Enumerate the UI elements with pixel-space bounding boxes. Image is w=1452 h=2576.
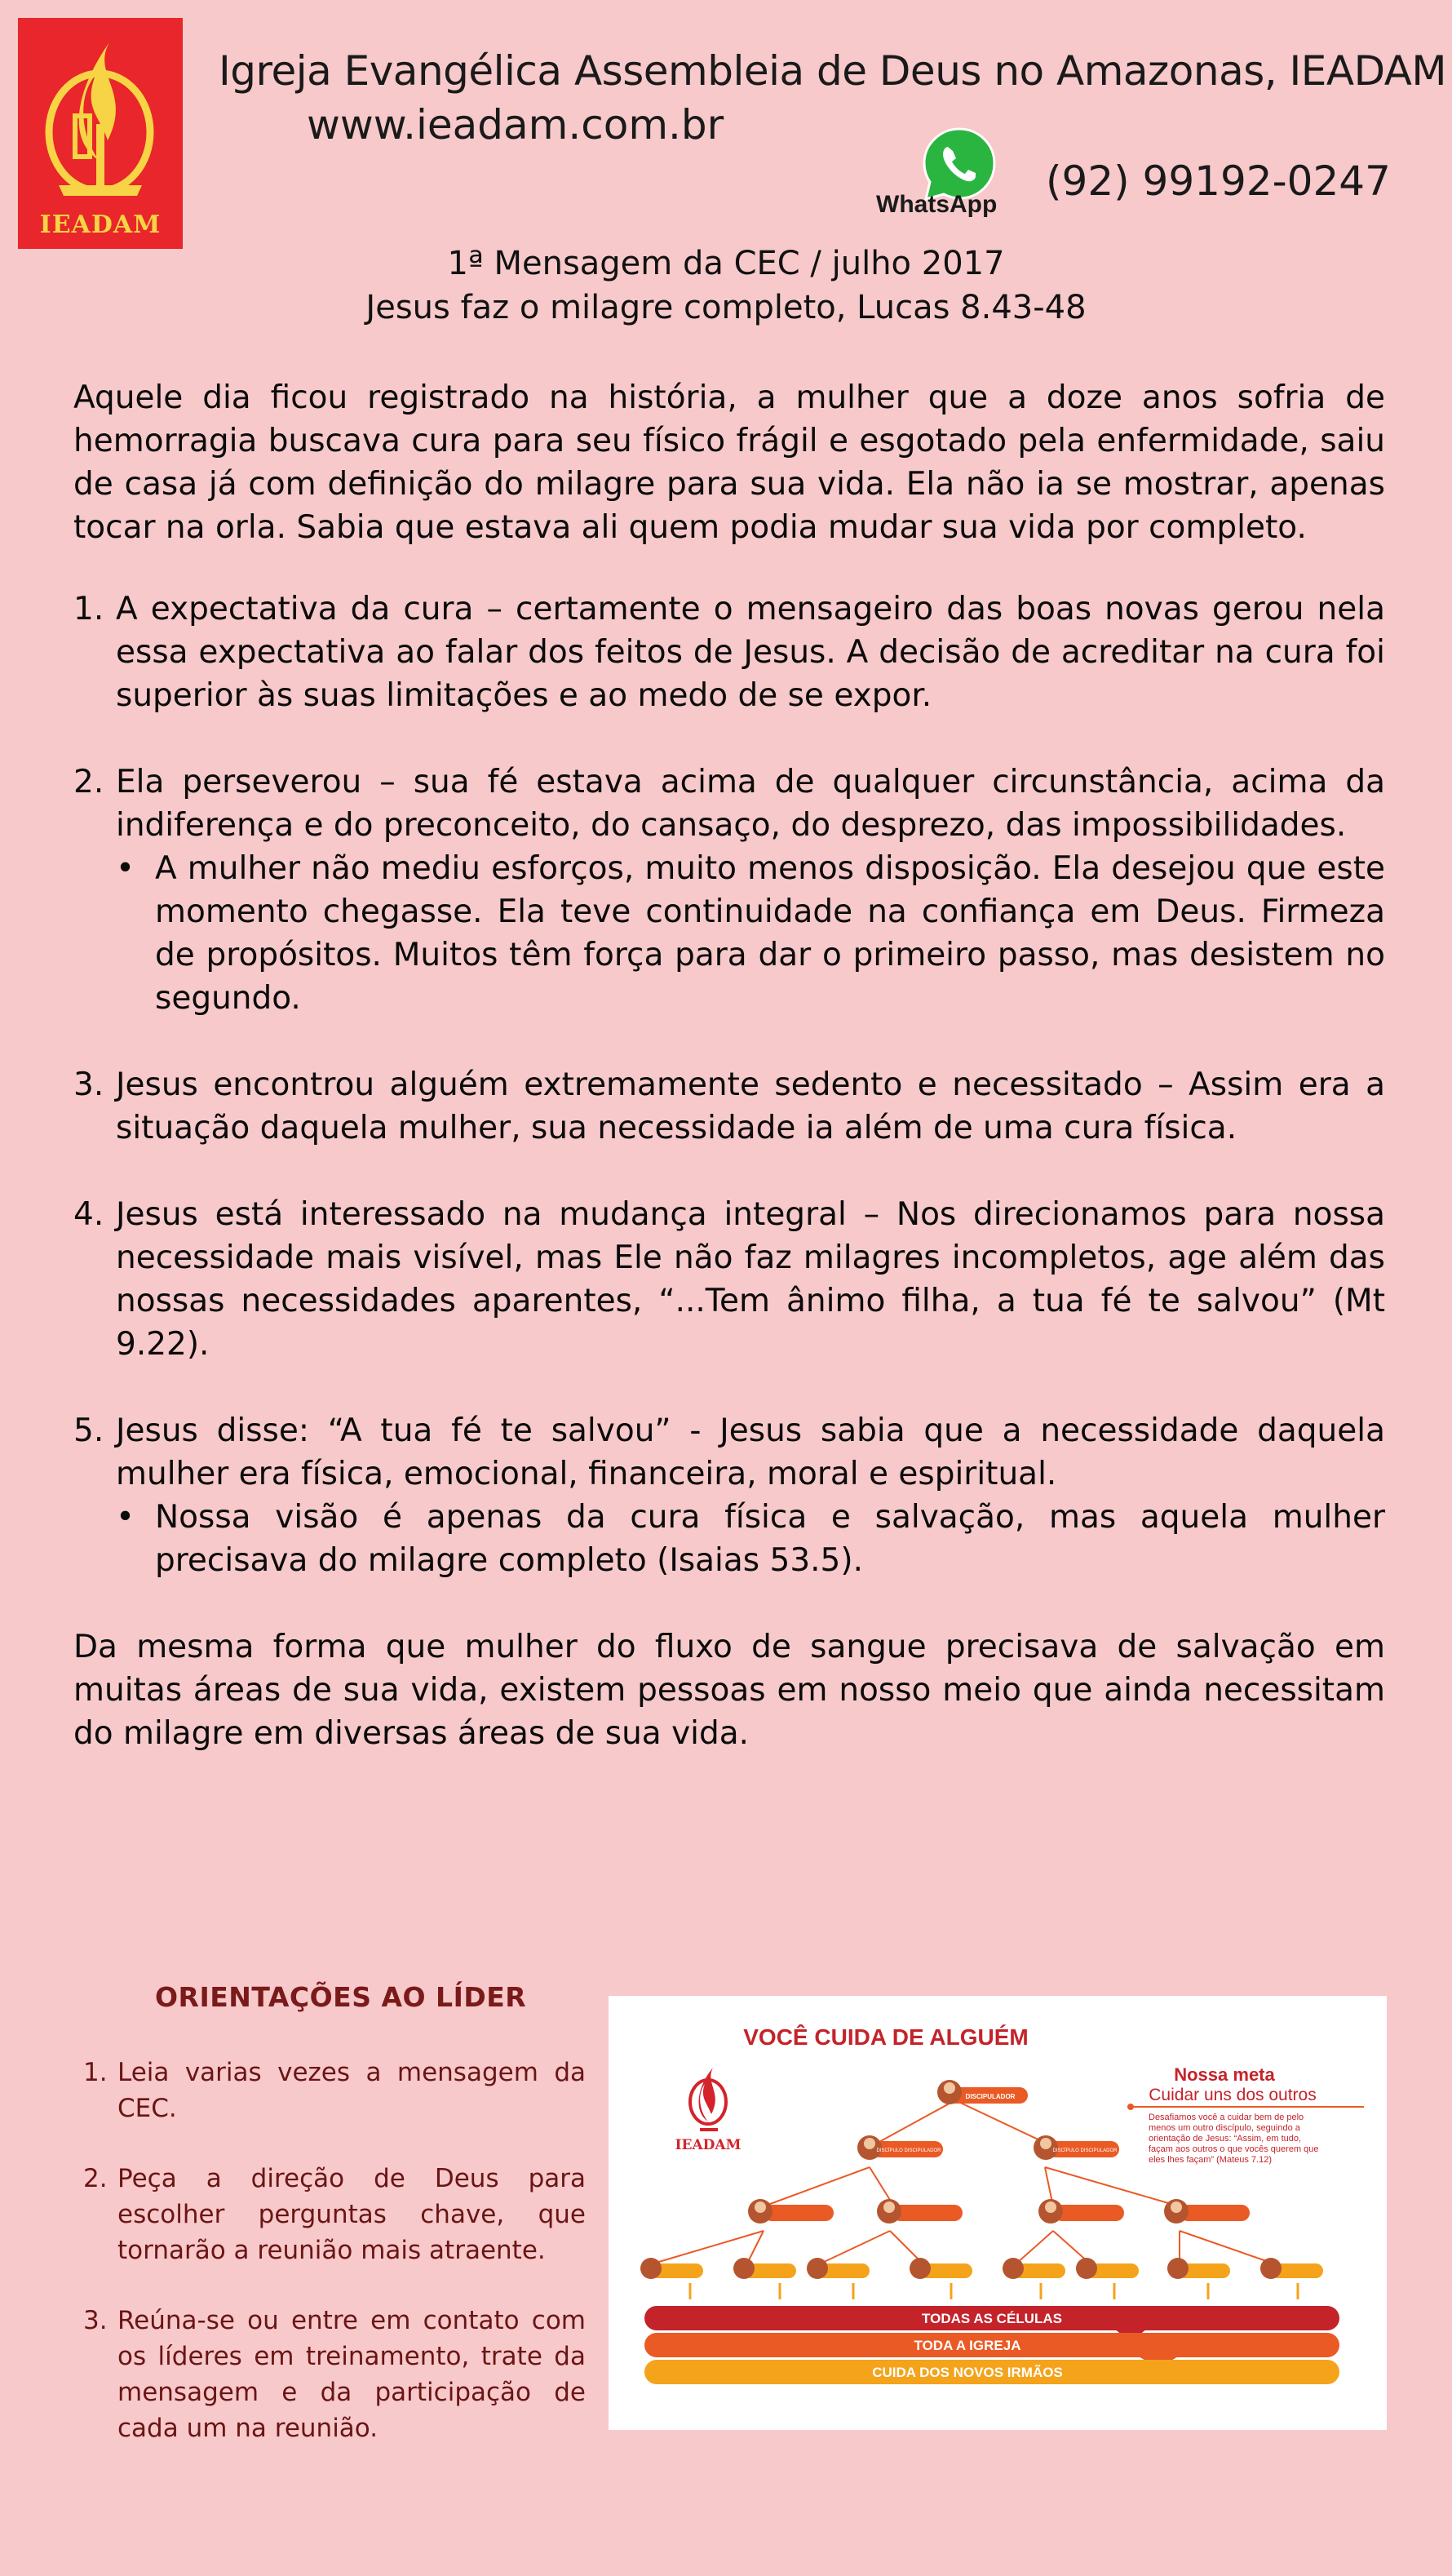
leader-title: ORIENTAÇÕES AO LÍDER [155,1981,527,2013]
leader-item-number: 3. [83,2306,108,2335]
level-2-node [857,2135,943,2160]
bullet-1 [116,847,1385,1020]
point-text: A expectativa da cura – certamente o mensageiro das boas novas gerou nela essa expectativa ao falar dos feitos de Jesus. A decisão de acreditar na cura foi superior às suas limitações e ao medo de se expor. [116,591,1385,714]
top-node-label: DISCIPULADOR [965,2093,1016,2100]
level-3-node [1038,2199,1124,2224]
infographic-title: VOCÊ CUIDA DE ALGUÉM [743,2024,1029,2050]
bar1-label: TODAS AS CÉLULAS [922,2311,1062,2326]
message-subtitle [0,242,1452,330]
point-number: 2. [73,764,104,800]
bar3-label: CUIDA DOS NOVOS IRMÃOS [872,2365,1063,2380]
bullet-text: Nossa visão é apenas da cura física e salvação, mas aquela mulher precisava do milagre completo (Isaias 53.5). [155,1499,1385,1579]
leader-item-3 [83,2303,586,2446]
point-text: Ela perseverou – sua fé estava acima de qualquer circunstância, acima da indiferença e do preconceito, do cansaço, do desprezo, das impossibilidades. [116,764,1385,844]
node-label: DISCÍPULO DISCIPULADOR [1052,2148,1118,2153]
bar-all-cells [644,2306,1339,2330]
goal-text-line: eles lhes façam” (Mateus 7.12) [1149,2155,1273,2165]
point-1 [73,587,1385,717]
leader-item-number: 1. [83,2058,108,2087]
leader-item-1 [83,2055,586,2126]
infographic-logo-text: IEADAM [675,2137,741,2153]
logo-text: IEADAM [39,211,162,239]
goal-subtitle: Cuidar uns dos outros [1149,2086,1317,2104]
goal-text-line: Desafiamos você a cuidar bem de pelo [1149,2113,1304,2122]
infographic-logo-icon [690,2068,726,2131]
church-name: Igreja Evangélica Assembleia de Deus no Amazonas, IEADAM [219,47,1447,95]
leader-item-number: 2. [83,2164,108,2193]
level-4-nodes [640,2258,1323,2279]
phone-number[interactable]: (92) 99192-0247 [1046,157,1391,205]
point-text: Jesus está interessado na mudança integral – Nos direcionamos para nossa necessidade mais visível, mas Ele não faz milagres incompletos, age além das nossas necessidades aparentes, “...Tem ânimo filha, a tua fé te salvou” (Mt 9.22). [116,1196,1385,1363]
point-3 [73,1063,1385,1150]
subtitle-line-2: Jesus faz o milagre completo, Lucas 8.43-48 [365,289,1087,326]
point-text: Jesus disse: “A tua fé te salvou” - Jesus sabia que a necessidade daquela mulher era física, emocional, financeira, moral e espiritual. [116,1412,1385,1492]
leader-item-text: Leia varias vezes a mensagem da CEC. [117,2058,586,2123]
leader-item-text: Peça a direção de Deus para escolher perguntas chave, que tornarão a reunião mais atraente. [117,2164,586,2265]
point-5 [73,1409,1385,1496]
subtitle-line-1: 1ª Mensagem da CEC / julho 2017 [447,245,1005,282]
logo-flame-icon [18,18,183,214]
goal-text-line: menos um outro discípulo, seguindo a [1149,2123,1300,2133]
website-link[interactable]: www.ieadam.com.br [307,101,724,149]
bar-new-brothers [644,2360,1339,2384]
goal-text-line: façam aos outros o que vocês querem que [1149,2144,1319,2154]
bullet-dot-icon: • [116,1499,135,1536]
bar-whole-church [644,2333,1339,2357]
level-3-node [1164,2199,1250,2224]
bullet-text: A mulher não mediu esforços, muito menos disposição. Ela desejou que este momento chegasse. Ela teve continuidade na confiança em Deus. Firmeza de propósitos. Muitos têm força para dar o primeiro passo, mas desistem no segundo. [155,850,1385,1017]
point-number: 3. [73,1066,104,1103]
point-number: 4. [73,1196,104,1233]
level-3-node [877,2199,963,2224]
whatsapp-label: WhatsApp [876,191,998,218]
level-3-node [748,2199,834,2224]
conclusion-paragraph: Da mesma forma que mulher do fluxo de sangue precisava de salvação em muitas áreas de sua vida, existem pessoas em nosso meio que ainda necessitam do milagre em diversas áreas de sua vida. [73,1629,1385,1752]
goal-title: Nossa meta [1174,2064,1275,2085]
goal-text-line: orientação de Jesus: “Assim, em tudo, [1149,2134,1302,2144]
leader-item-text: Reúna-se ou entre em contato com os líderes em treinamento, trate da mensagem e da participação de cada um na reunião. [117,2306,586,2443]
ieadam-logo [18,18,183,249]
level-2-node [1034,2135,1119,2160]
bullet-2 [116,1496,1385,1582]
bullet-dot-icon: • [116,850,135,887]
infographic-diagram [609,1996,1387,2430]
point-number: 5. [73,1412,104,1449]
top-discipler-node [937,2080,1028,2104]
bar2-label: TODA A IGREJA [914,2338,1021,2353]
point-number: 1. [73,591,104,627]
intro-paragraph: Aquele dia ficou registrado na história, a mulher que a doze anos sofria de hemorragia buscava cura para seu físico frágil e esgotado pela enfermidade, saiu de casa já com definição do milagre para sua vida. Ela não ia se mostrar, apenas tocar na orla. Sabia que estava ali quem podia mudar sua vida por completo. [73,379,1385,546]
point-text: Jesus encontrou alguém extremamente sedento e necessitado – Assim era a situação daquela mulher, sua necessidade ia além de uma cura física. [116,1066,1385,1146]
care-infographic [609,1996,1387,2430]
node-label: DISCÍPULO DISCIPULADOR [876,2148,941,2153]
leader-item-2 [83,2161,586,2268]
point-4 [73,1193,1385,1366]
point-2 [73,760,1385,847]
